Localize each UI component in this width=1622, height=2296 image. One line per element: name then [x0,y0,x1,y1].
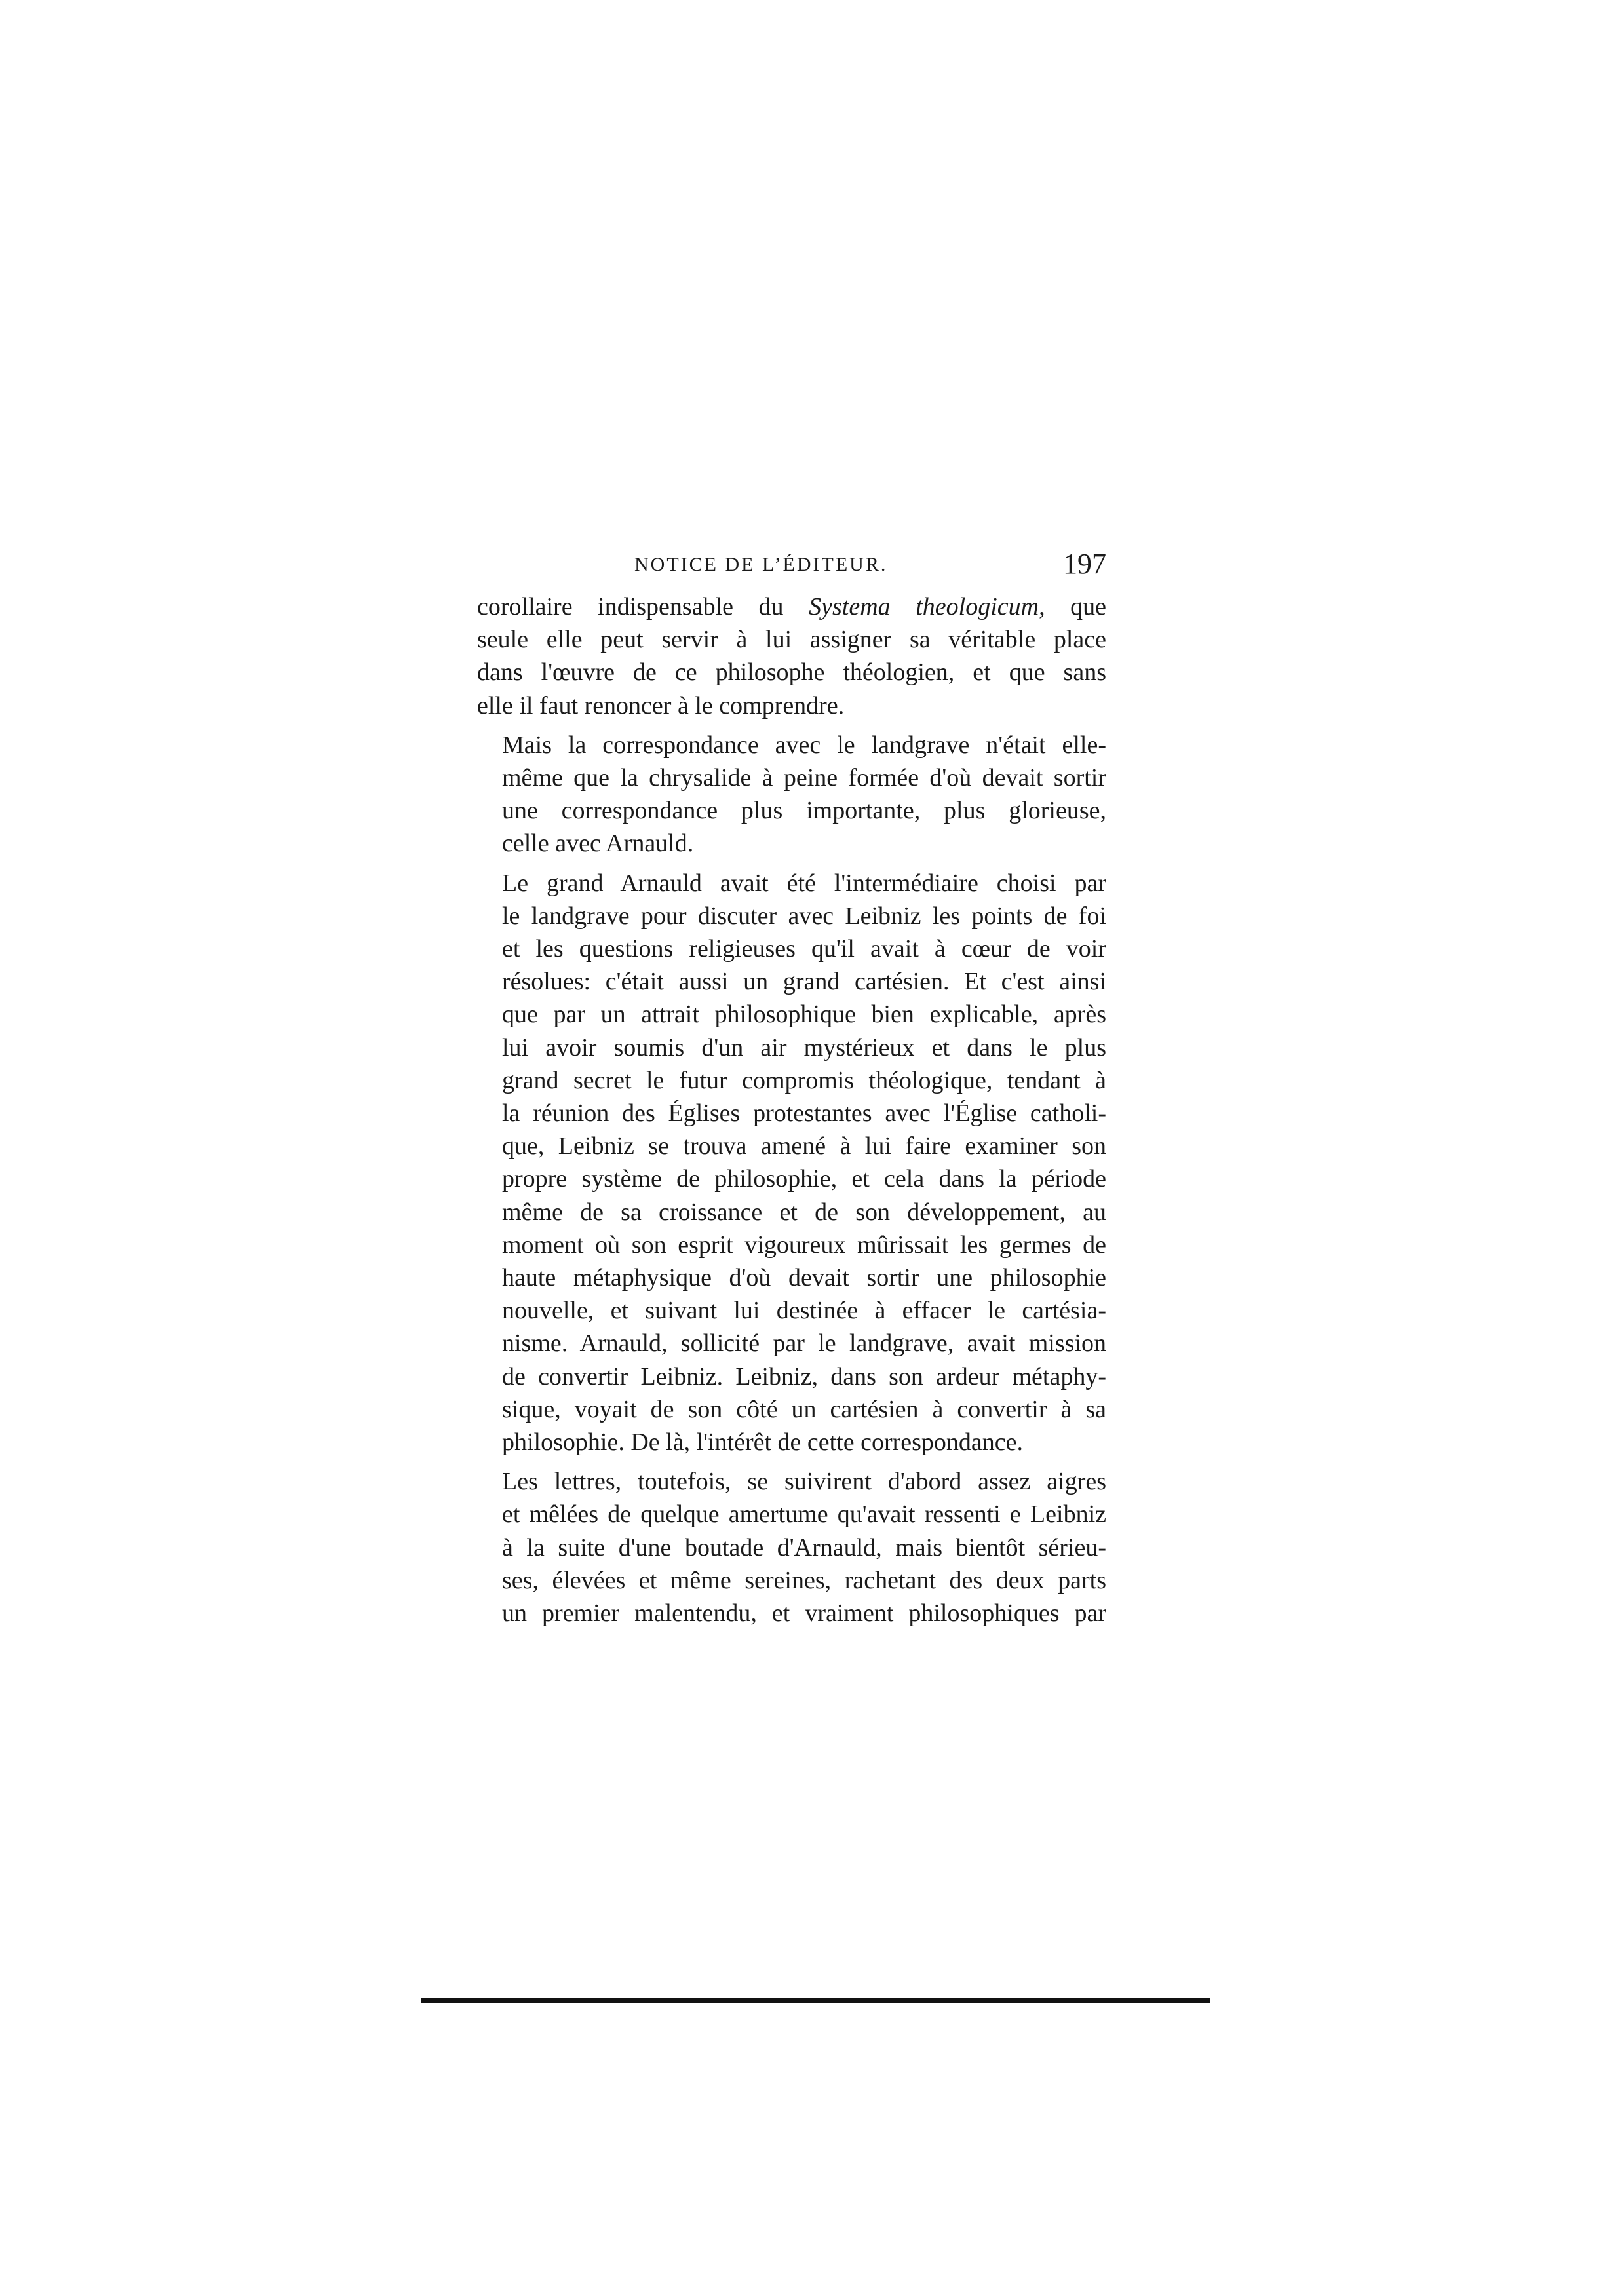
text-line: et les questions religieuses qu'il avait à cœur de voir [502,935,1106,963]
text-line: seule elle peut servir à lui assigner sa véritable place [477,626,1106,654]
text-line: propre système de philosophie, et cela dans la période [502,1165,1106,1193]
text-line: nouvelle, et suivant lui destinée à effacer le cartésia- [502,1297,1106,1325]
text-line: que, Leibniz se trouva amené à lui faire examiner son [502,1132,1106,1160]
text-line: lui avoir soumis d'un air mystérieux et dans le plus [502,1033,1106,1062]
text-line: ses, élevées et même sereines, rachetant des deux parts [502,1566,1106,1594]
text-line: Le grand Arnauld avait été l'intermédiaire choisi par [502,869,1106,897]
paragraph-3 [477,867,1106,1459]
text-line: une correspondance plus importante, plus glorieuse, [502,797,1106,825]
text-line: nisme. Arnauld, sollicité par le landgrave, avait mission [502,1330,1106,1358]
running-title: NOTICE DE L’ÉDITEUR. [634,554,888,575]
text-line: haute métaphysique d'où devait sortir une philosophie [502,1264,1106,1292]
text-line: à la suite d'une boutade d'Arnauld, mais bientôt sérieu- [502,1533,1106,1561]
text-line: corollaire indispensable du Systema theologicum, que [477,593,1106,621]
text-line: dans l'œuvre de ce philosophe théologien, et que sans [477,659,1106,687]
text-line: que par un attrait philosophique bien explicable, après [502,1001,1106,1029]
text-line: sique, voyait de son côté un cartésien à convertir à sa [502,1395,1106,1423]
text-line: résolues: c'était aussi un grand cartésien. Et c'est ainsi [502,968,1106,996]
text-line: grand secret le futur compromis théologique, tendant à [502,1066,1106,1094]
text-line: et mêlées de quelque amertume qu'avait ressenti e Leibniz [502,1501,1106,1529]
text-line: de convertir Leibniz. Leibniz, dans son ardeur métaphy- [502,1362,1106,1390]
italic-title: Systema theologicum [809,593,1039,621]
text-line: Les lettres, toutefois, se suivirent d'abord assez aigres [502,1468,1106,1496]
paragraph-4 [477,1465,1106,1630]
bottom-rule [421,1998,1210,2003]
page-number: 197 [1063,548,1106,580]
page-text-block [477,547,1106,1630]
text-line: un premier malentendu, et vraiment philosophiques par [502,1599,1106,1628]
text-line: le landgrave pour discuter avec Leibniz les points de foi [502,902,1106,930]
paragraph-2 [477,729,1106,860]
text-line: elle il faut renoncer à le comprendre. [477,691,845,719]
text-line: la réunion des Églises protestantes avec l'Église catholi- [502,1100,1106,1128]
text-line: Mais la correspondance avec le landgrave n'était elle- [502,731,1106,759]
running-header [477,547,1106,585]
text-line: philosophie. De là, l'intérêt de cette correspondance. [502,1428,1024,1457]
text-line: même que la chrysalide à peine formée d'où devait sortir [502,764,1106,792]
text-line: celle avec Arnauld. [502,830,694,858]
text-line: moment où son esprit vigoureux mûrissait les germes de [502,1231,1106,1259]
text-line: même de sa croissance et de son développement, au [502,1198,1106,1226]
paragraph-1 [477,590,1106,722]
